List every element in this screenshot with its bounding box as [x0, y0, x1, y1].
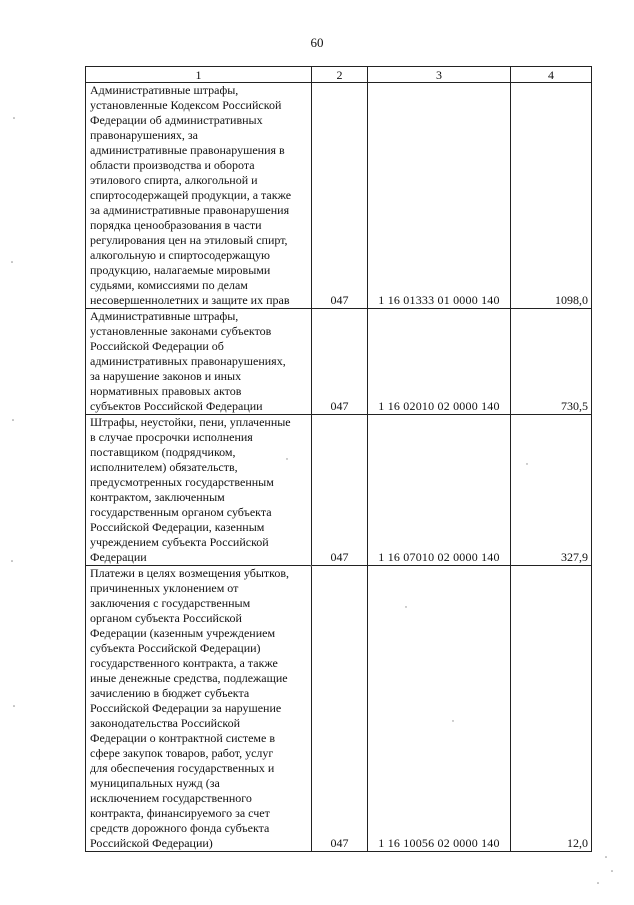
row-amount: 1098,0 — [511, 83, 592, 309]
row-description: Платежи в целях возмещения убытков, причиненных уклонением от заключения с государственным органом субъекта Российской Федерации (казенным учреждением субъекта Российской Федерации) государственного контракта, а также иные денежные средства, подлежащие зачислению в бюджет субъекта Российской Федерации за нарушение законодательства Российской Федерации о контрактной системе в сфере закупок товаров, работ, услуг для обеспечения государственных и муниципальных нужд (за исключением государственного контракта, финансируемого за счет средств дорожного фонда субъекта Российской Федерации) — [90, 566, 290, 850]
row-amount: 730,5 — [511, 309, 592, 415]
row-description: Административные штрафы, установленные Кодексом Российской Федерации об административных правонарушениях, за административные правонарушения в области производства и оборота этилового спирта, алкогольной и спиртосодержащей продукции, а также за административные правонарушения порядка ценообразования в части регулирования цен на этиловый спирт, алкогольную и спиртосодержащую продукцию, налагаемые мировыми судьями, комиссиями по делам несовершеннолетних и защите их прав — [90, 83, 292, 307]
row-admin-code: 047 — [312, 309, 368, 415]
row-description: Административные штрафы, установленные законами субъектов Российской Федерации об административных правонарушениях, за нарушение законов и иных нормативных правовых актов субъектов Российской Федерации — [90, 309, 286, 413]
row-admin-code: 047 — [312, 566, 368, 852]
row-description: Штрафы, неустойки, пени, уплаченные в случае просрочки исполнения поставщиком (подрядчиком, исполнителем) обязательств, предусмотренных государственным контрактом, заключенным государственным органом субъекта Российской Федерации, казенным учреждением субъекта Российской Федерации — [90, 415, 291, 564]
page-number: 60 — [310, 35, 324, 50]
row-budget-code: 1 16 01333 01 0000 140 — [368, 83, 511, 309]
row-admin-code: 047 — [312, 83, 368, 309]
row-amount: 12,0 — [511, 566, 592, 852]
row-budget-code: 1 16 07010 02 0000 140 — [368, 415, 511, 566]
row-budget-code: 1 16 10056 02 0000 140 — [368, 566, 511, 852]
column-header-4: 4 — [511, 67, 592, 83]
row-budget-code: 1 16 02010 02 0000 140 — [368, 309, 511, 415]
column-header-3: 3 — [368, 67, 511, 83]
column-header-2: 2 — [312, 67, 368, 83]
row-admin-code: 047 — [312, 415, 368, 566]
column-header-1: 1 — [86, 67, 312, 83]
row-amount: 327,9 — [511, 415, 592, 566]
